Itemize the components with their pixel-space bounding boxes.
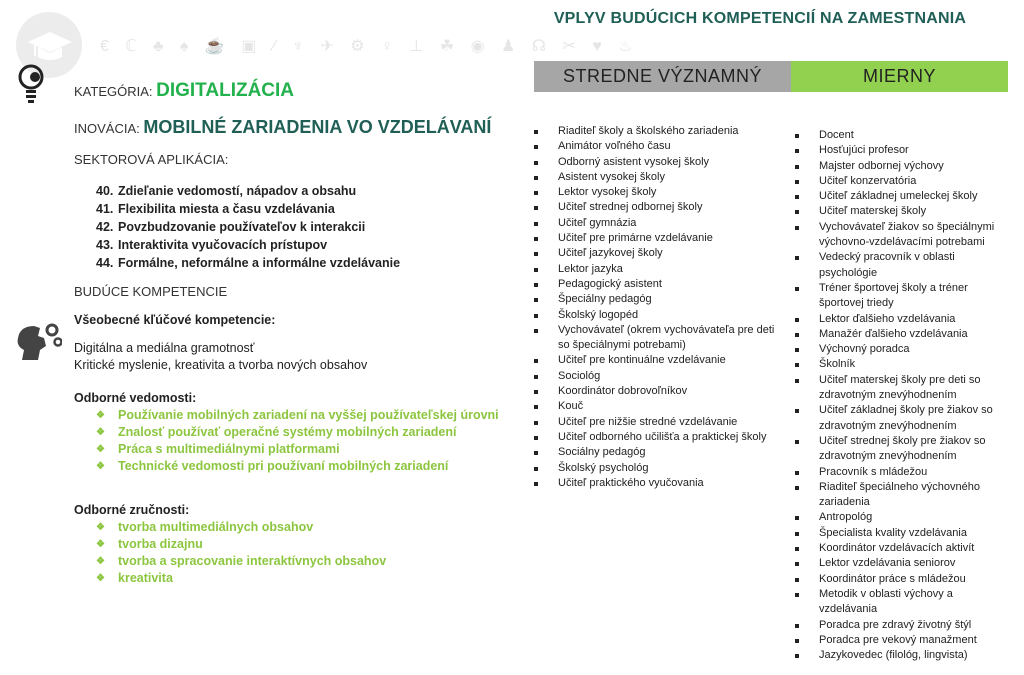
job-item: Vedecký pracovník v oblasti psychológie (793, 250, 1008, 281)
innovation (74, 117, 491, 138)
category (74, 80, 294, 102)
application-item (96, 200, 400, 218)
job-item: Výchovný poradca (793, 342, 1008, 357)
skills-list (96, 519, 386, 587)
item-text: Zdieľanie vedomostí, nápadov a obsahu (118, 184, 357, 198)
job-item: Metodik v oblasti výchovy a vzdelávania (793, 587, 1008, 618)
head-gears-icon (14, 320, 62, 371)
skill-item: ❖ tvorba a spracovanie interaktívnych obsahov (96, 553, 386, 570)
application-item (96, 254, 400, 272)
job-item: Lektor vysokej školy (532, 185, 782, 200)
application-item (96, 218, 400, 236)
job-item: Poradca pre vekový manažment (793, 633, 1008, 648)
application-item (96, 182, 400, 200)
job-item: Jazykovedec (filológ, lingvista) (793, 648, 1008, 663)
skill-item: ❖ kreativita (96, 570, 386, 587)
job-item: Učiteľ praktického vyučovania (532, 476, 782, 491)
job-item: Učiteľ pre primárne vzdelávanie (532, 231, 782, 246)
category-value: DIGITALIZÁCIA (156, 80, 295, 101)
job-item: Vychovávateľ (okrem vychovávateľa pre deti so špeciálnymi potrebami) (532, 323, 782, 354)
knowledge-item: ❖ Technické vedomosti pri používaní mobilných zariadení (96, 458, 499, 475)
general-item: Kritické myslenie, kreativita a tvorba nových obsahov (74, 358, 368, 372)
job-item: Manažér ďalšieho vzdelávania (793, 327, 1008, 342)
skill-item: ❖ tvorba dizajnu (96, 536, 386, 553)
knowledge-item: ❖ Používanie mobilných zariadení na vyššej používateľskej úrovni (96, 407, 499, 424)
skills-label: Odborné zručnosti: (74, 503, 190, 517)
column-header-mild: MIERNY (791, 61, 1008, 92)
item-number: 42. (96, 220, 114, 234)
job-item: Špecialista kvality vzdelávania (793, 526, 1008, 541)
job-item: Poradca pre zdravý životný štýl (793, 618, 1008, 633)
general-competences-label: Všeobecné kľúčové kompetencie: (74, 313, 276, 327)
item-text: Formálne, neformálne a informálne vzdelávanie (118, 256, 401, 270)
sector-label: SEKTOROVÁ APLIKÁCIA: (74, 152, 229, 167)
job-item: Učiteľ materskej školy (793, 204, 1008, 219)
job-item: Učiteľ materskej školy pre deti so zdravotným znevýhodnením (793, 373, 1008, 404)
item-text: Povzbudzovanie používateľov k interakcii (118, 220, 366, 234)
skill-item: ❖ tvorba multimediálnych obsahov (96, 519, 386, 536)
job-item: Docent (793, 128, 1008, 143)
job-item: Odborný asistent vysokej školy (532, 155, 782, 170)
job-item: Antropológ (793, 510, 1008, 525)
job-item: Učiteľ pre kontinuálne vzdelávanie (532, 353, 782, 368)
item-number: 43. (96, 238, 114, 252)
job-item: Asistent vysokej školy (532, 170, 782, 185)
knowledge-item: ❖ Znalosť používať operačné systémy mobilných zariadení (96, 424, 499, 441)
item-number: 44. (96, 256, 114, 270)
innovation-value: MOBILNÉ ZARIADENIA VO VZDELÁVANÍ (143, 117, 492, 137)
job-item: Učiteľ základnej umeleckej školy (793, 189, 1008, 204)
job-item: Školník (793, 357, 1008, 372)
job-item: Animátor voľného času (532, 139, 782, 154)
job-item: Učiteľ základnej školy pre žiakov so zdravotným znevýhodnením (793, 403, 1008, 434)
future-competences-label: BUDÚCE KOMPETENCIE (74, 284, 228, 299)
job-item: Učiteľ odborného učilišťa a praktickej školy (532, 430, 782, 445)
job-item: Učiteľ jazykovej školy (532, 246, 782, 261)
general-competences (74, 340, 367, 374)
job-item: Majster odbornej výchovy (793, 159, 1008, 174)
item-text: Interaktivita vyučovacích prístupov (118, 238, 328, 252)
item-number: 40. (96, 184, 114, 198)
job-item: Sociálny pedagóg (532, 445, 782, 460)
job-item: Koordinátor dobrovoľníkov (532, 384, 782, 399)
job-item: Vychovávateľ žiakov so špeciálnymi výchovno-vzdelávacími potrebami (793, 220, 1008, 251)
job-item: Lektor ďalšieho vzdelávania (793, 312, 1008, 327)
application-item (96, 236, 400, 254)
job-item: Riaditeľ špeciálneho výchovného zariadenia (793, 480, 1008, 511)
job-item: Učiteľ gymnázia (532, 216, 782, 231)
knowledge-label: Odborné vedomosti: (74, 391, 197, 405)
job-item: Lektor vzdelávania seniorov (793, 556, 1008, 571)
job-item: Učiteľ strednej odbornej školy (532, 200, 782, 215)
knowledge-item: ❖ Práca s multimediálnymi platformami (96, 441, 499, 458)
job-item: Učiteľ konzervatória (793, 174, 1008, 189)
category-label: KATEGÓRIA: (74, 84, 153, 99)
job-item: Pedagogický asistent (532, 277, 782, 292)
item-text: Flexibilita miesta a času vzdelávania (118, 202, 335, 216)
job-item: Tréner športovej školy a tréner športovej triedy (793, 281, 1008, 312)
job-item: Učiteľ pre nižšie stredné vzdelávanie (532, 415, 782, 430)
sector-applications (96, 182, 400, 272)
lightbulb-gear-icon (18, 62, 48, 111)
medium-impact-jobs (532, 124, 782, 491)
job-item: Lektor jazyka (532, 262, 782, 277)
job-item: Hosťujúci profesor (793, 143, 1008, 158)
mild-impact-jobs (793, 128, 1008, 663)
job-item: Kouč (532, 399, 782, 414)
knowledge-list (96, 407, 499, 475)
job-item: Riaditeľ školy a školského zariadenia (532, 124, 782, 139)
job-item: Koordinátor práce s mládežou (793, 572, 1008, 587)
job-item: Koordinátor vzdelávacích aktivít (793, 541, 1008, 556)
column-header-medium: STREDNE VÝZNAMNÝ (534, 61, 791, 92)
job-item: Sociológ (532, 369, 782, 384)
job-item: Školský logopéd (532, 308, 782, 323)
sector-icons-strip: € ℂ ♣ ♠ ☕ ▣ ⁄ ♆ ✈ ⚙ ♀ ⊥ ☘ ◉ ♟ ☊ ✂ ♥ ♨ (100, 38, 639, 55)
job-item: Pracovník s mládežou (793, 465, 1008, 480)
job-item: Učiteľ strednej školy pre žiakov so zdravotným znevýhodnením (793, 434, 1008, 465)
innovation-label: INOVÁCIA: (74, 121, 140, 136)
general-item: Digitálna a mediálna gramotnosť (74, 341, 255, 355)
job-item: Špeciálny pedagóg (532, 292, 782, 307)
page-title: VPLYV BUDÚCICH KOMPETENCIÍ NA ZAMESTNANIA (553, 10, 967, 27)
item-number: 41. (96, 202, 114, 216)
job-item: Školský psychológ (532, 461, 782, 476)
